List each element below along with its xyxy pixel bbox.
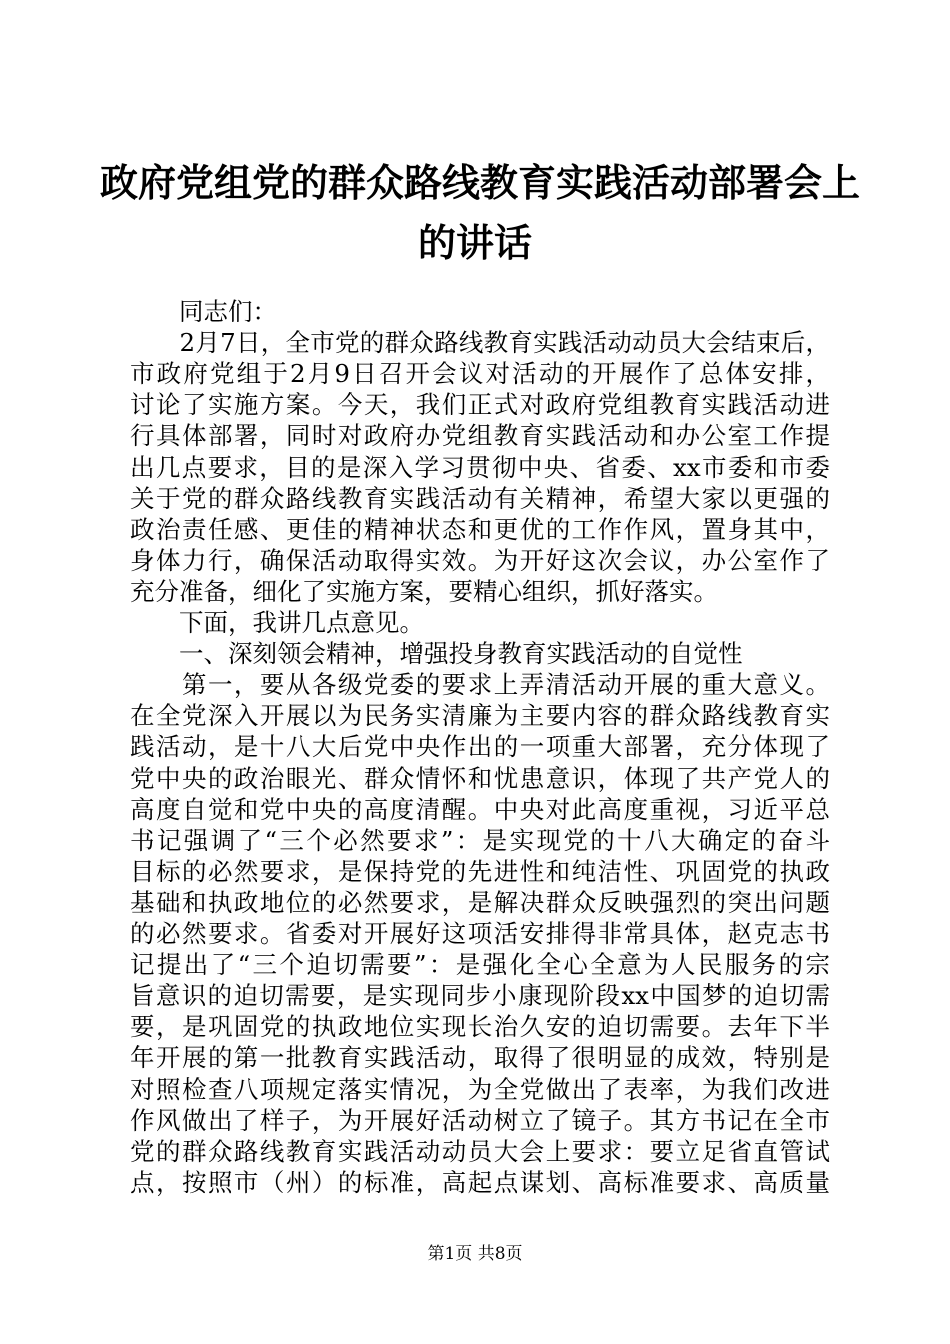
body-line: 在全党深入开展以为民务实清廉为主要内容的群众路线教育实 [130, 701, 830, 731]
page-footer: 第1页 共8页 [427, 1244, 523, 1264]
document-title-line-2: 的讲话 [417, 221, 532, 265]
document-title-line-1: 政府党组党的群众路线教育实践活动部署会上 [100, 161, 861, 205]
body-line: 第一，要从各级党委的要求上弄清活动开展的重大意义。 [130, 670, 830, 700]
body-line: 党的群众路线教育实践活动动员大会上要求：要立足省直管试 [130, 1136, 830, 1166]
body-line: 出几点要求，目的是深入学习贯彻中央、省委、xx市委和市委 [130, 452, 830, 482]
body-line: 对照检查八项规定落实情况，为全党做出了表率，为我们改进 [130, 1074, 830, 1104]
body-line: 讨论了实施方案。今天，我们正式对政府党组教育实践活动进 [130, 390, 830, 420]
body-line: 要，是巩固党的执政地位实现长治久安的迫切需要。去年下半 [130, 1012, 830, 1042]
body-line: 关于党的群众路线教育实践活动有关精神，希望大家以更强的 [130, 483, 830, 513]
body-line: 一、深刻领会精神，增强投身教育实践活动的自觉性 [130, 639, 743, 669]
body-line: 政治责任感、更佳的精神状态和更优的工作作风，置身其中， [130, 514, 830, 544]
body-line: 点，按照市（州）的标准，高起点谋划、高标准要求、高质量 [130, 1167, 830, 1197]
body-line: 下面，我讲几点意见。 [130, 608, 424, 637]
body-line: 年开展的第一批教育实践活动，取得了很明显的成效，特别是 [130, 1043, 830, 1073]
body-line: 充分准备，细化了实施方案，要精心组织，抓好落实。 [130, 576, 718, 606]
body-line: 高度自觉和党中央的高度清醒。中央对此高度重视，习近平总 [130, 794, 830, 824]
body-line: 2月7日，全市党的群众路线教育实践活动动员大会结束后， [130, 328, 830, 358]
body-line: 身体力行，确保活动取得实效。为开好这次会议，办公室作了 [130, 545, 830, 575]
body-line: 作风做出了样子，为开展好活动树立了镜子。其方书记在全市 [130, 1105, 830, 1135]
body-line: 旨意识的迫切需要，是实现同步小康现阶段xx中国梦的迫切需 [130, 981, 830, 1011]
body-line: 的必然要求。省委对开展好这项活安排得非常具体，赵克志书 [130, 919, 830, 948]
body-line: 同志们： [130, 297, 277, 326]
body-line: 行具体部署，同时对政府办党组教育实践活动和办公室工作提 [130, 421, 830, 451]
body-line: 基础和执政地位的必然要求，是解决群众反映强烈的突出问题 [130, 887, 830, 917]
body-line: 目标的必然要求，是保持党的先进性和纯洁性、巩固党的执政 [130, 856, 830, 886]
body-line: 践活动，是十八大后党中央作出的一项重大部署，充分体现了 [130, 732, 830, 762]
body-line: 市政府党组于2月9日召开会议对活动的开展作了总体安排， [130, 359, 830, 389]
body-line: 记提出了“三个迫切需要”：是强化全心全意为人民服务的宗 [130, 950, 830, 980]
body-line: 书记强调了“三个必然要求”：是实现党的十八大确定的奋斗 [130, 825, 830, 855]
body-line: 党中央的政治眼光、群众情怀和忧患意识，体现了共产党人的 [130, 763, 830, 793]
